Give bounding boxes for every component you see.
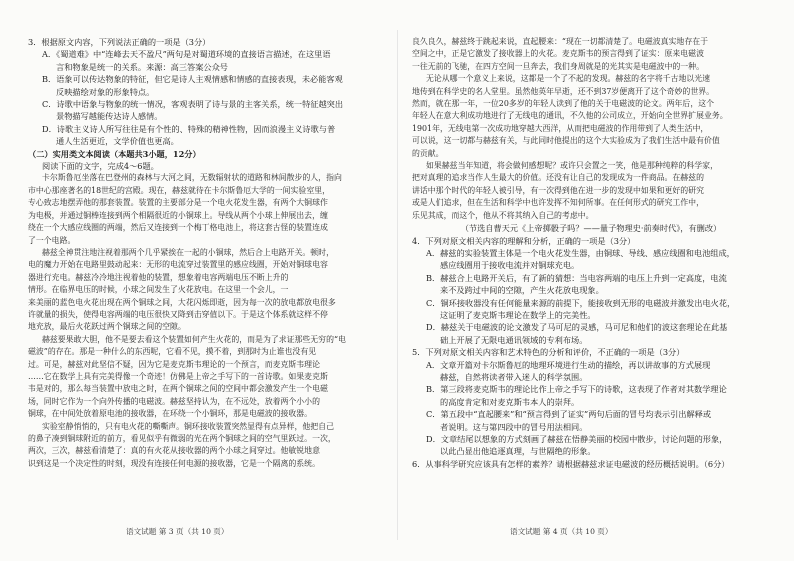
left-text-line: 言和物象是统一的关系。来源：高三答案公众号 — [56, 61, 228, 72]
right-text-line: D．文章结尾以想象的方式刻画了赫兹在悟静美丽的校园中散步，讨论问题的形象， — [426, 434, 728, 444]
left-text-line: 赫兹全神贯注地注视着那两个几乎紧挨在一起的小铜球，然后合上电路开关。顿时， — [42, 247, 334, 257]
right-text-line: 4．下列对原文相关内容的理解和分析，正确的一项是（3分） — [412, 235, 636, 246]
right-text-line: 良久良久，赫兹终于跳起来说，直起腰来：“现在一切都清楚了。电磁波真实地存在于 — [412, 37, 708, 46]
left-text-line: A．《蜀道难》中“连峰去天不盈尺”两句是对蜀道环境的直接语言描述，在这里语 — [42, 49, 331, 60]
right-text-line: C．第五段中“直起腰来”和“预言得到了证实”两句后面的冒号均表示引出解释或 — [426, 409, 712, 420]
page-divider — [397, 30, 398, 540]
right-text-line: 6．从事科学研究应该具有怎样的素养？请根据赫兹求证电磁波的经历概括说明。（6分） — [412, 458, 730, 469]
right-text-line: C．铜环接收器没有任何能量来源的前提下，能接收到无形的电磁波并激发出电火花， — [426, 297, 736, 308]
right-text-line: 赫兹，自然将读者带入迷人的科学氛围。 — [440, 371, 588, 382]
left-text-line: 市中心那座著名的18世纪的宫殿。现在，赫兹就待在卡尔斯鲁厄大学的一间实验室里， — [28, 185, 330, 195]
left-page-column — [28, 36, 386, 470]
right-text-line: 的贡献。 — [412, 148, 444, 158]
right-text-line: 然而，就在那一年，一位20多岁的年轻人读到了他的关于电磁波的论文。两年后，这个 — [412, 99, 714, 109]
right-text-line: 这证明了麦克斯韦理论在数学上的完美性。 — [440, 309, 596, 320]
right-text-line: （节选自曹天元《上帝掷骰子吗？——量子物理史·前奏时代》，有删改） — [460, 223, 722, 234]
right-text-line: 者说明。这与第四段中的冒号用法相同。 — [440, 421, 588, 432]
right-text-line: 乐见其成，而这个，他从不将其纳入自己的考虑中。 — [412, 210, 594, 220]
left-text-line: 两次，三次，赫兹看清楚了：真的有火花从接收器的两个小球之间穿过。他敏锐地意 — [28, 446, 320, 456]
right-page-footer: 语文试题 第 4 页（共 10 页） — [510, 527, 613, 536]
left-text-line: B．语象可以传达物象的特征，但它是诗人主观情感和情感的直接表现，未必能客观 — [42, 74, 343, 85]
left-text-line: 韦是对的，那么每当装置中放电之时，在两个铜球之间的空间中都会激发产生一个电磁 — [28, 384, 328, 394]
left-text-line: 识到这是一个决定性的时刻，现没有连接任何电源的接收器，它是一个隔离的系统。 — [28, 458, 320, 468]
right-text-line: 以此凸显出他追逐真理，与世隔绝的形象。 — [440, 446, 596, 457]
left-text-line: 过。可是，赫兹对此坚信不疑，因为它是麦克斯韦理论的一个预言，而麦克斯韦理论 — [28, 359, 320, 369]
right-text-line: 地传到在科学史的名人堂里。虽然他英年早逝，还不到37岁便离开了这个奇妙的世界。 — [412, 86, 714, 96]
left-text-line: 场，同时它作为一个向外传播的电磁波。赫兹坚持认为，在不远处，放着两个小小的 — [28, 396, 320, 406]
right-text-line: 无论从哪一个意义上来说，这都是一个了不起的发现。赫兹的名字将千古地以光速 — [426, 74, 711, 84]
left-text-line: 地充放，最后火花跃过两个铜球之间的空隙。 — [28, 322, 186, 332]
left-text-line: 赫兹要果敢大胆，他不是要去看这个装置如何产生火花的，而是为了求证那些无穷的“电 — [42, 334, 346, 344]
left-text-line: 绕在一个大感应线圈的两端，然后又连接到一个梅丁格电池上，将这套古怪的装置连成 — [28, 223, 328, 233]
right-text-line: 础上开展了无限电通讯领域的专利布场。 — [440, 334, 588, 345]
left-text-line: C．诗歌中语象与物象的统一情况，客观表明了诗与景的主客关系，统一特征越突出 — [42, 99, 344, 110]
right-text-line: 感应线圈用于接收电流并对铜球充电。 — [440, 260, 580, 271]
left-text-line: 景物描写越能传达诗人感情。 — [56, 111, 163, 122]
left-text-line: 阅读下面的文字，完成4～6题。 — [42, 161, 159, 172]
right-text-line: 把对真理的追求当作人生最大的价值。还没有让自己的发现成为一件商品。在赫兹的 — [412, 173, 704, 183]
left-text-line: 磁波”的存在。那是一种什么的东西呢，它看不见，摸不着，到那时为止谁也没有见 — [28, 347, 317, 357]
left-text-line: 电的魔力开始在电路里鼓动起来：无形的电流穿过装置里的感应线圈，开始对铜球电容 — [28, 260, 328, 270]
right-text-line: 一往无前的飞驰，在四方空间一旦奔去，我们身周就是的光其实是电磁波中的一种。 — [412, 61, 704, 71]
right-text-line: 的高度肯定和对麦克斯韦本人的崇拜。 — [440, 396, 580, 407]
left-text-line: 为电极，并通过铜棒连接到两个相隔很近的小铜球上。导线从两个小球上伸展出去，缠 — [28, 210, 328, 220]
right-text-line: A．赫兹的实验装置主体是一个电火花发生器，由铜球、导线、感应线圈和电池组成， — [426, 247, 735, 258]
right-text-line: B．第三段将麦克斯韦的理论比作上帝之手写下的诗歌，这表现了作者对其数学理论 — [426, 384, 727, 395]
right-text-line: 来不及跨过中间的空隙，产生火花放电现象。 — [440, 285, 604, 296]
left-text-line: 通人生活更近，文学价值也更高。 — [56, 136, 179, 147]
left-text-line: 3．根据原文内容，下列说法正确的一项是（3分） — [28, 37, 211, 47]
right-text-line: 可以说，这一切都与赫兹有关，与此同时他提出的这个大实验成为了我们生活中最有价值 — [412, 136, 720, 146]
left-text-line: 专心致志地摆弄他的那套装置。装置的主要部分是一个电火花发生器，有两个大铜球作 — [28, 198, 328, 208]
left-text-line: 了一个电路。 — [28, 235, 76, 245]
left-text-line: 卡尔斯鲁厄坐落在巴登州的森林与大河之间，无数辐射状的道路和林间散步的人，指向 — [42, 173, 342, 183]
left-text-line: 实验室静悄悄的，只有电火花的嘶嘶声。铜环接收装置突然显得有点异样，他把自己 — [42, 421, 334, 431]
left-text-line: 情形。在临界电压的时候，小球之间发生了火花放电。在这里一个会儿，一 — [28, 285, 289, 295]
right-text-line: 空间之中，正是它激发了接收器上的火花。麦克斯韦的预言得到了证实：原来电磁波 — [412, 49, 704, 59]
right-text-line: 如果赫兹当年知道，将会做何感想呢？或许只会置之一笑，他是那种纯粹的科学家， — [426, 161, 718, 171]
right-text-line: D．赫兹关于电磁波的论文激发了马可尼的灵感，马可尼和他们的波这套理论在此基 — [426, 322, 728, 333]
left-text-line: D．诗歌主义诗人所写往往是有个性的、特殊的精神性物，因而浪漫主义诗歌与普 — [42, 123, 336, 134]
left-text-line: 反映描绘对象的形象特点。 — [56, 86, 155, 97]
left-text-line: ……它在数学上具有完美得像一个奇迹！仿佛是上帝之手写下的一首诗歌。如果麦克斯 — [28, 371, 328, 381]
left-text-line: 来美丽的蓝色电火花出现在两个铜球之间，大花闪烁即逝，因为每一次的放电都放电很多 — [28, 297, 336, 307]
left-text-line: 的鼻子凑到铜球附近的前方，看见似乎有微弱的光在两个铜球之间的空气里跃过。一次， — [28, 434, 336, 443]
left-text-line: 铜球，在中间处放着原电池的接收器，在环绕一个小铜环，那是电磁波的接收器。 — [28, 409, 313, 419]
right-text-line: 1901年，无线电第一次成功地穿越大西洋，从而把电磁波的作用带到了人类生活中， — [412, 123, 709, 133]
left-text-line: （二）实用类文本阅读（本题共3小题，12分） — [28, 148, 201, 159]
right-text-line: A．文章开篇对卡尔斯鲁厄的地理环境进行生动的描绘，再以讲故事的方式展现 — [426, 359, 711, 370]
left-text-line: 许就量的损失，使得电容两端的电压很快又降到击穿值以下。于是这个体系就这样不停 — [28, 309, 328, 319]
right-text-line: B．赫兹合上电路开关后，有了新的猜想：当电容两端的电压上升到一定高度，电流 — [426, 272, 727, 283]
right-text-line: 5．下列对原文相关内容和艺术特色的分析和评价，不正确的一项是（3分） — [412, 347, 685, 358]
left-page-footer: 语文试题 第 3 页（共 10 页） — [126, 527, 229, 536]
right-text-line: 或是人们追求，但在生活和科学中也许发挥不知何所事。在任何形式的研究工作中， — [412, 198, 704, 208]
right-page-column — [412, 36, 770, 470]
left-text-line: 器进行充电。赫兹冷冷地注视着他的装置，想象着电容两端电压不断上升的 — [28, 272, 289, 282]
right-text-line: 年轻人在意大利成功地进行了无线电的通讯，不久他的公司成立，开始向全世界扩展业务。 — [412, 111, 728, 121]
right-text-line: 讲话中那个时代的年轻人被引导，有一次得到他在进一步的发现中如果和更好的研究 — [412, 185, 704, 195]
